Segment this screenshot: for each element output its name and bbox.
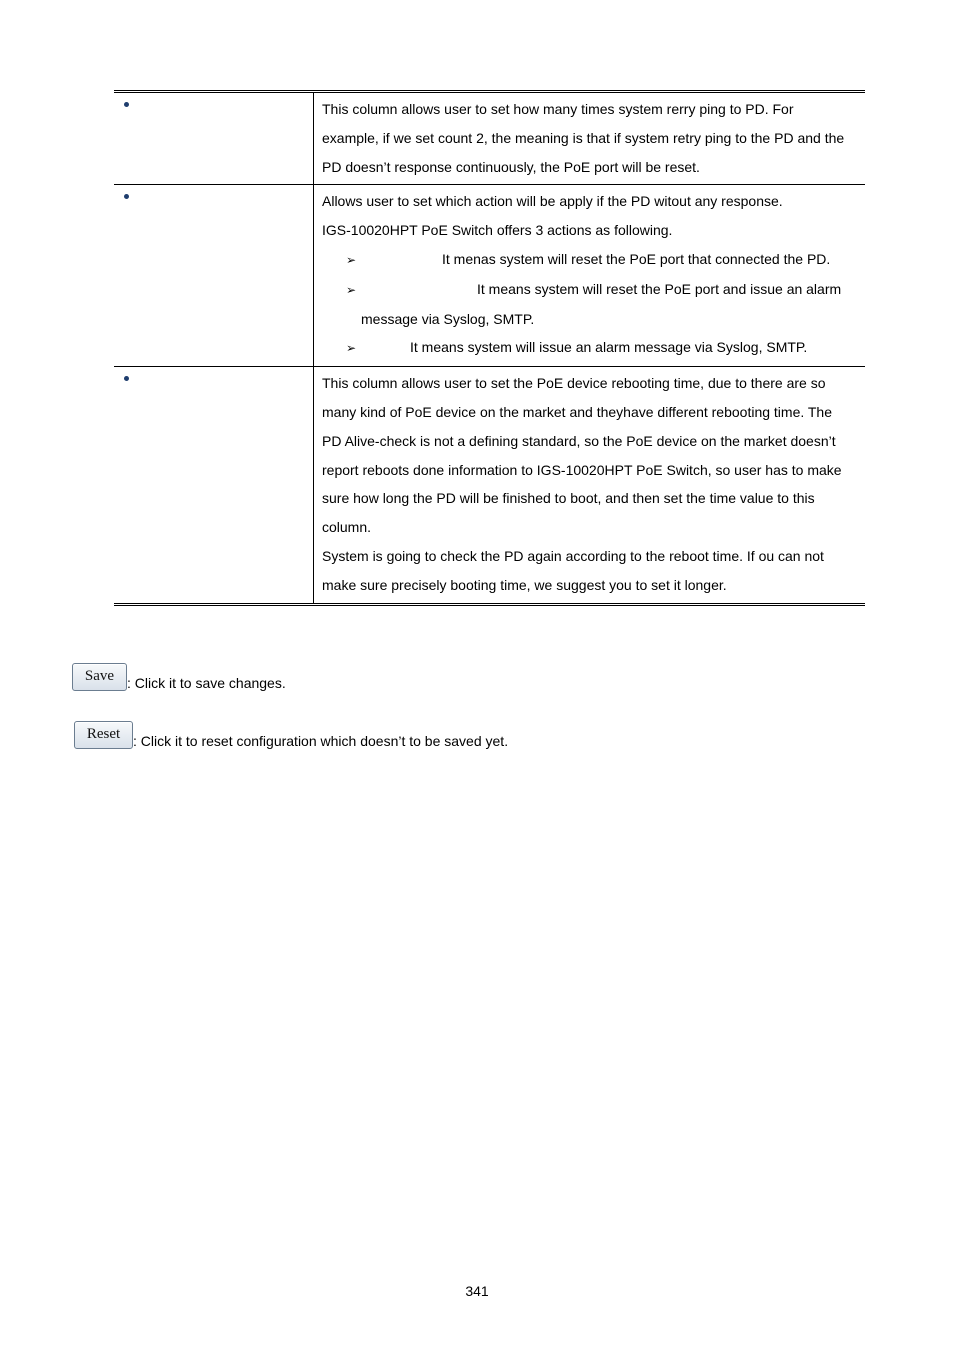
description-line: example, if we set count 2, the meaning is that if system retry ping to the PD and the [322, 129, 845, 146]
description-line: many kind of PoE device on the market and theyhave different rebooting time. The [322, 403, 833, 420]
reset-button[interactable]: Reset [74, 721, 133, 749]
description-line: Allows user to set which action will be apply if the PD witout any response. [322, 193, 783, 210]
parameter-name-cell [114, 92, 314, 185]
bullet-icon [124, 102, 129, 107]
description-line: This column allows user to set how many times system rerry ping to PD. For [322, 101, 794, 117]
table-row [114, 367, 865, 604]
parameter-name-cell [114, 185, 314, 367]
parameter-table [114, 90, 865, 606]
action-option-text: It means system will issue an alarm message via Syslog, SMTP. [410, 339, 808, 356]
bullet-icon [124, 376, 129, 381]
reset-explanation [74, 721, 508, 749]
parameter-description-cell [314, 367, 866, 604]
description-line: report reboots done information to IGS-10020HPT PoE Switch, so user has to make [322, 461, 842, 478]
description-line: sure how long the PD will be finished to boot, and then set the time value to this [322, 490, 815, 507]
description-line: System is going to check the PD again according to the reboot time. If ou can not [322, 547, 824, 564]
arrow-bullet-icon: ➢ [346, 282, 357, 297]
action-option [322, 333, 859, 363]
parameter-name-cell [114, 367, 314, 604]
bullet-icon [124, 194, 129, 199]
parameter-description-cell [314, 185, 866, 367]
description-line: PD doesn’t response continuously, the PoE port will be reset. [322, 158, 700, 175]
table-row [114, 185, 865, 367]
reset-description: : Click it to reset configuration which doesn’t to be saved yet. [133, 733, 509, 749]
parameter-description-cell [314, 92, 866, 185]
save-explanation [72, 663, 286, 691]
arrow-bullet-icon: ➢ [346, 252, 357, 267]
action-option-continuation: message via Syslog, SMTP. [361, 310, 535, 327]
arrow-bullet-icon: ➢ [346, 341, 357, 356]
description-line: column. [322, 519, 372, 536]
description-line: make sure precisely booting time, we suggest you to set it longer. [322, 576, 727, 593]
description-line: PD Alive-check is not a defining standard, so the PoE device on the market doesn’t [322, 432, 836, 449]
save-button[interactable]: Save [72, 663, 127, 691]
table-row [114, 92, 865, 185]
action-option-text: It menas system will reset the PoE port that connected the PD. [442, 250, 831, 267]
page-number: 341 [465, 1283, 489, 1299]
action-option [322, 245, 859, 275]
description-line: IGS-10020HPT PoE Switch offers 3 actions as following. [322, 222, 673, 239]
action-option-text: It means system will reset the PoE port and issue an alarm [477, 280, 842, 297]
save-description: : Click it to save changes. [127, 675, 286, 691]
description-line: This column allows user to set the PoE device rebooting time, due to there are so [322, 375, 826, 392]
action-option [322, 275, 859, 305]
